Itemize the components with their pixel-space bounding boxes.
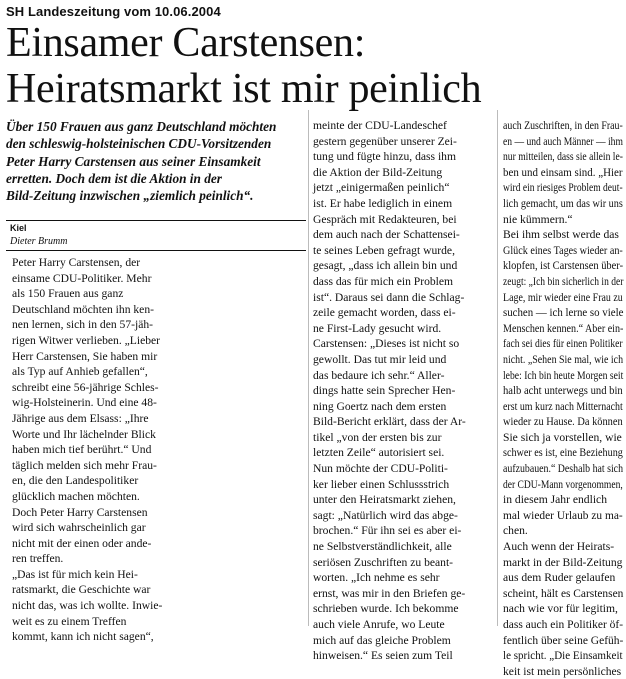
text-line: hinweisen.“ Es seien zum Teil [313, 649, 453, 663]
text-line: worten. „Ich nehme es sehr [313, 571, 440, 585]
text-line: dem auch nach der Schattensei- [313, 228, 460, 242]
text-line: nie kümmern.“ [503, 212, 573, 226]
text-line: gesagt, „dass ich allein bin und [313, 259, 458, 273]
text-line: Gespräch mit Redakteuren, bei [313, 212, 457, 226]
text-line: te seines Leben gefragt wurde, [313, 243, 455, 257]
text-line: ernst, was mir in den Briefen ge- [313, 586, 466, 600]
text-line: Peter Harry Carstensen, der [12, 256, 141, 269]
text-line: tung und fügte hinzu, dass ihm [313, 150, 456, 164]
headline [6, 20, 616, 112]
text-line: wig-Holsteinerin. Und eine 48- [12, 396, 157, 410]
article-column-2 [313, 118, 491, 664]
text-line: mich auf das gleiche Problem [313, 633, 451, 647]
text-line: dass auch ein Politiker öf- [503, 618, 624, 631]
text-line: zeugt: „Ich bin sicherlich in der [503, 274, 624, 288]
text-line: keit ist mein persönliches [503, 664, 622, 678]
text-line: meinte der CDU-Landeschef [313, 119, 447, 132]
text-line: nach wie vor für legitim, [503, 602, 618, 616]
text-line: ben und einsam sind. „Hier [503, 165, 623, 179]
text-line: Glück eines Tages wieder an- [503, 243, 623, 257]
text-line: fach sei dies für einen Politiker [503, 337, 623, 351]
text-line: „Das ist für mich kein Hei- [12, 567, 138, 581]
text-line: Doch Peter Harry Carstensen [12, 505, 148, 519]
text-line: nicht. „Sehen Sie mal, wie ich [503, 352, 624, 366]
lead-line: erretten. Doch dem ist die Aktion in der [6, 170, 222, 186]
text-line: lich gemacht, um das wir uns [503, 196, 623, 210]
text-line: lebe: Ich bin heute Morgen seit [503, 368, 624, 382]
text-line: letzten Zeile“ autorisiert sei. [313, 446, 445, 460]
text-line: suchen — ich lerne so viele [503, 306, 624, 320]
text-line: aufzubauen.“ Deshalb hat sich [503, 462, 623, 476]
author-byline: Dieter Brumm [10, 236, 68, 247]
text-line: Auch wenn der Heirats- [503, 540, 615, 554]
text-line: ning Goertz nach dem ersten [313, 399, 447, 413]
text-line: brochen.“ Für ihn sei es aber ei- [313, 524, 462, 538]
lead-line: Über 150 Frauen aus ganz Deutschland möchten [6, 119, 277, 134]
text-line: klopfen, ist Carstensen über- [503, 259, 624, 273]
text-line: als Typ auf Anhieb gefallen“, [12, 365, 148, 379]
text-line: Sie sich ja vorstellen, wie [503, 430, 622, 444]
text-line: rigen Witwer verlieben. „Lieber [12, 333, 161, 347]
text-line: Herr Carstensen, Sie haben mir [12, 349, 158, 363]
text-line: seriösen Zuschriften zu beant- [313, 555, 454, 569]
text-line: ker lieber einen Schlussstrich [313, 477, 450, 491]
text-line: en, die den Landespolitiker [12, 474, 139, 488]
text-line: Jährige aus dem Elsass: „Ihre [12, 411, 149, 425]
text-line: nicht mit der einen oder ande- [12, 536, 152, 550]
text-line: sagt: „Natürlich wird das abge- [313, 508, 458, 522]
text-line: dings hatte sein Sprecher Hen- [313, 384, 456, 398]
text-line: nur mitteilen, dass sie allein le- [503, 150, 623, 164]
divider [6, 250, 306, 251]
text-line: Nun möchte der CDU-Politi- [313, 462, 448, 476]
text-line: ne Selbstverständlichkeit, alle [313, 540, 452, 554]
text-line: markt in der Bild-Zeitung [503, 555, 623, 569]
column-divider [497, 110, 498, 626]
text-line: als 150 Frauen aus ganz [12, 287, 124, 301]
article-column-1 [12, 255, 304, 645]
headline-line-2: Heiratsmarkt ist mir peinlich [6, 66, 482, 112]
divider [6, 220, 306, 221]
text-line: Carstensen: „Dieses ist nicht so [313, 337, 460, 351]
text-line: tikel „von der ersten bis zur [313, 430, 442, 444]
text-line: auch viele Anrufe, wo Leute [313, 618, 445, 631]
text-line: gestern gegenüber unserer Zei- [313, 134, 457, 148]
text-line: dass das für mich ein Problem [313, 274, 454, 288]
text-line: zeile gemacht worden, dass ei- [313, 306, 456, 320]
text-line: wieder zu Hause. Da können [503, 415, 623, 429]
text-line: schrieben wurde. Ich bekomme [313, 602, 459, 616]
text-line: Bild-Bericht erklärt, dass der Ar- [313, 415, 466, 429]
text-line: kommt, kann ich nicht sagen“, [12, 630, 154, 644]
text-line: wird sich wahrscheinlich gar [12, 521, 146, 535]
text-line: der CDU-Mann vorgenommen, [503, 477, 623, 491]
headline-line-1: Einsamer Carstensen: [6, 20, 366, 66]
lead-line: Peter Harry Carstensen aus seiner Einsamkeit [6, 153, 261, 169]
text-line: wird ein riesiges Problem deut- [503, 181, 623, 195]
text-line: schreibt eine 56-jährige Schles- [12, 380, 159, 394]
article-column-3 [503, 118, 623, 679]
text-line: en — und auch Männer — ihm [503, 134, 623, 148]
text-line: in diesem Jahr endlich [503, 493, 607, 507]
text-line: aus dem Ruder gelaufen [503, 571, 616, 585]
lead-line: den schleswig-holsteinischen CDU-Vorsitzenden [6, 136, 272, 152]
dateline: Kiel [10, 223, 27, 233]
lead-paragraph [6, 118, 306, 204]
text-line: die Aktion der Bild-Zeitung [313, 165, 443, 179]
text-line: einsame CDU-Politiker. Mehr [12, 271, 152, 285]
column-divider [308, 110, 309, 626]
text-line: le spricht. „Die Einsamkeit [503, 649, 623, 663]
text-line: Bei ihm selbst werde das [503, 228, 619, 242]
text-line: Worte und Ihr lächelnder Blick [12, 427, 156, 441]
text-line: mal wieder Urlaub zu ma- [503, 508, 623, 522]
text-line: fentlich über seine Gefüh- [503, 633, 624, 647]
text-line: Deutschland möchten ihn ken- [12, 302, 154, 316]
text-line: nicht das, was ich wollte. Inwie- [12, 599, 163, 613]
text-line: ne First-Lady gesucht wird. [313, 321, 442, 335]
source-line: SH Landeszeitung vom 10.06.2004 [6, 4, 221, 19]
text-line: gewollt. Das tut mir leid und [313, 352, 447, 366]
text-line: ist“. Daraus sei dann die Schlag- [313, 290, 465, 304]
text-line: weit es zu einem Treffen [12, 614, 127, 628]
text-line: nen lernen, sich in den 57-jäh- [12, 318, 154, 332]
text-line: ratsmarkt, die Geschichte war [12, 583, 151, 597]
text-line: halb acht unterwegs und bin [503, 384, 623, 398]
text-line: chen. [503, 524, 528, 538]
text-line: auch Zuschriften, in den Frau- [503, 119, 623, 132]
text-line: täglich melden sich mehr Frau- [12, 458, 157, 472]
text-line: glücklich machen möchten. [12, 489, 140, 503]
text-line: scheint, hält es Carstensen [503, 586, 624, 600]
text-line: ist. Er habe lediglich in einem [313, 196, 453, 210]
text-line: Lage, mir wieder eine Frau zu [503, 290, 623, 304]
lead-line: Bild-Zeitung inzwischen „ziemlich peinlich“. [6, 188, 254, 204]
text-line: schwer es ist, eine Beziehung [503, 446, 623, 460]
text-line: Menschen kennen.“ Aber ein- [503, 321, 624, 335]
text-line: ren treffen. [12, 552, 64, 566]
text-line: das bedaure ich sehr.“ Aller- [313, 368, 445, 382]
text-line: jetzt „einigermaßen peinlich“ [313, 181, 450, 195]
text-line: unter den Heiratsmarkt ziehen, [313, 493, 456, 507]
text-line: haben mich tief berührt.“ Und [12, 443, 152, 457]
text-line: erst um kurz nach Mitternacht [503, 399, 623, 413]
